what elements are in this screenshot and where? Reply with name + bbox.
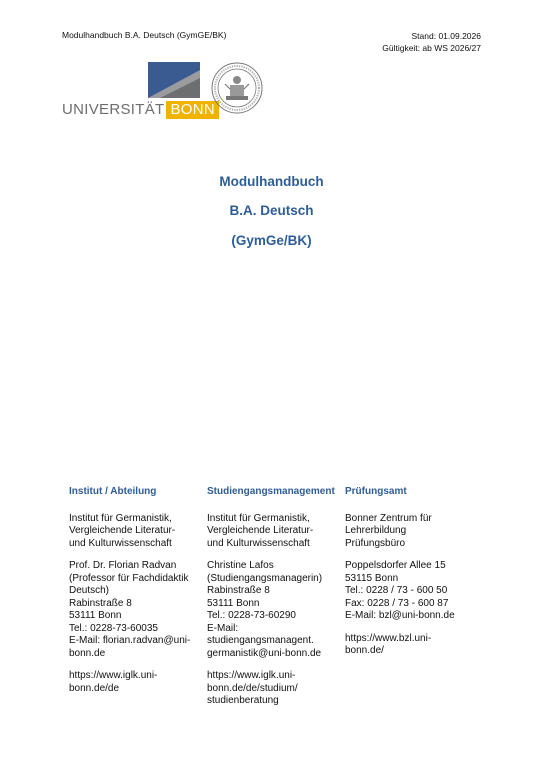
text-line: 53111 Bonn (207, 597, 260, 609)
address-block-institute (69, 513, 190, 551)
text-line: Rabinstraße 8 (69, 597, 132, 609)
header-document-title: Modulhandbuch B.A. Deutsch (GymGE/BK) (62, 30, 227, 40)
column-exam-office (345, 486, 455, 668)
email-link[interactable]: studiengangsmanagent. (207, 635, 314, 646)
website-link[interactable]: studienberatung (207, 695, 279, 706)
website-link[interactable]: https://www.iglk.uni- (207, 670, 296, 681)
title-track: (GymGe/BK) (231, 233, 312, 248)
column-program-management (207, 486, 335, 718)
text-line: Poppelsdorfer Allee 15 (345, 560, 446, 571)
column-institute (69, 486, 190, 705)
email-link[interactable]: E-Mail: bzl@uni-bonn.de (345, 610, 455, 621)
email-link[interactable]: bonn.de (69, 647, 106, 659)
text-line: Vergleichende Literatur- (69, 525, 176, 536)
header-validity: Gültigkeit: ab WS 2026/27 (382, 43, 481, 53)
email-link[interactable]: germanistik@uni-bonn.de (207, 647, 322, 659)
website-block-exam-office (345, 633, 455, 658)
contact-block-manager (207, 560, 335, 660)
column-heading: Institut / Abteilung (69, 486, 157, 497)
header-version-info (382, 30, 481, 54)
column-heading: Studiengangsmanagement (207, 486, 335, 497)
text-line: Tel.: 0228-73-60290 (207, 610, 296, 621)
text-line: Lehrerbildung (345, 525, 407, 536)
university-seal-icon (211, 62, 263, 114)
address-block-center (345, 513, 455, 551)
contact-block-professor (69, 560, 190, 660)
text-line: Tel.: 0228-73-60035 (69, 622, 158, 634)
website-link[interactable]: https://www.iglk.uni- (69, 670, 158, 681)
text-line: und Kulturwissenschaft (69, 537, 172, 549)
column-heading: Prüfungsamt (345, 486, 407, 497)
website-link[interactable]: bonn.de/de/studium/ (207, 682, 298, 694)
text-line: Deutsch) (69, 585, 110, 596)
website-block-program (207, 670, 335, 708)
website-block-institute (69, 670, 190, 695)
contact-block-exam-office (345, 560, 455, 623)
header-stand: Stand: 01.09.2026 (411, 31, 481, 41)
email-link[interactable]: E-Mail: florian.radvan@uni- (69, 635, 191, 646)
website-link[interactable]: https://www.bzl.uni- (345, 632, 432, 644)
text-line: Fax: 0228 / 73 - 600 87 (345, 597, 449, 609)
text-line: (Studiengangsmanagerin) (207, 572, 323, 584)
text-line: Vergleichende Literatur- (207, 525, 314, 536)
text-line: Institut für Germanistik, (207, 512, 310, 524)
text-line: Bonner Zentrum für (345, 512, 432, 524)
text-line: Tel.: 0228 / 73 - 600 50 (345, 585, 448, 596)
text-line: Institut für Germanistik, (69, 512, 172, 524)
text-line: und Kulturwissenschaft (207, 537, 310, 549)
text-line: Christine Lafos (207, 560, 274, 571)
text-line: (Professor für Fachdidaktik (69, 572, 189, 584)
address-block-institute (207, 513, 335, 551)
text-line: 53111 Bonn (69, 610, 122, 621)
text-line: 53115 Bonn (345, 572, 399, 584)
text-line: Rabinstraße 8 (207, 585, 270, 596)
text-line: Prof. Dr. Florian Radvan (69, 560, 177, 571)
logo-bonn-word: BONN (166, 101, 219, 119)
logo-university-word: UNIVERSITÄT (62, 101, 165, 118)
university-bonn-logo (62, 62, 216, 122)
title-modulhandbuch: Modulhandbuch (219, 174, 324, 189)
website-link[interactable]: bonn.de/ (345, 645, 384, 656)
text-line: Prüfungsbüro (345, 537, 406, 549)
website-link[interactable]: bonn.de/de (69, 682, 120, 694)
text-line: E-Mail: (207, 622, 239, 634)
logo-mark-icon (148, 62, 200, 98)
title-degree: B.A. Deutsch (229, 203, 314, 218)
